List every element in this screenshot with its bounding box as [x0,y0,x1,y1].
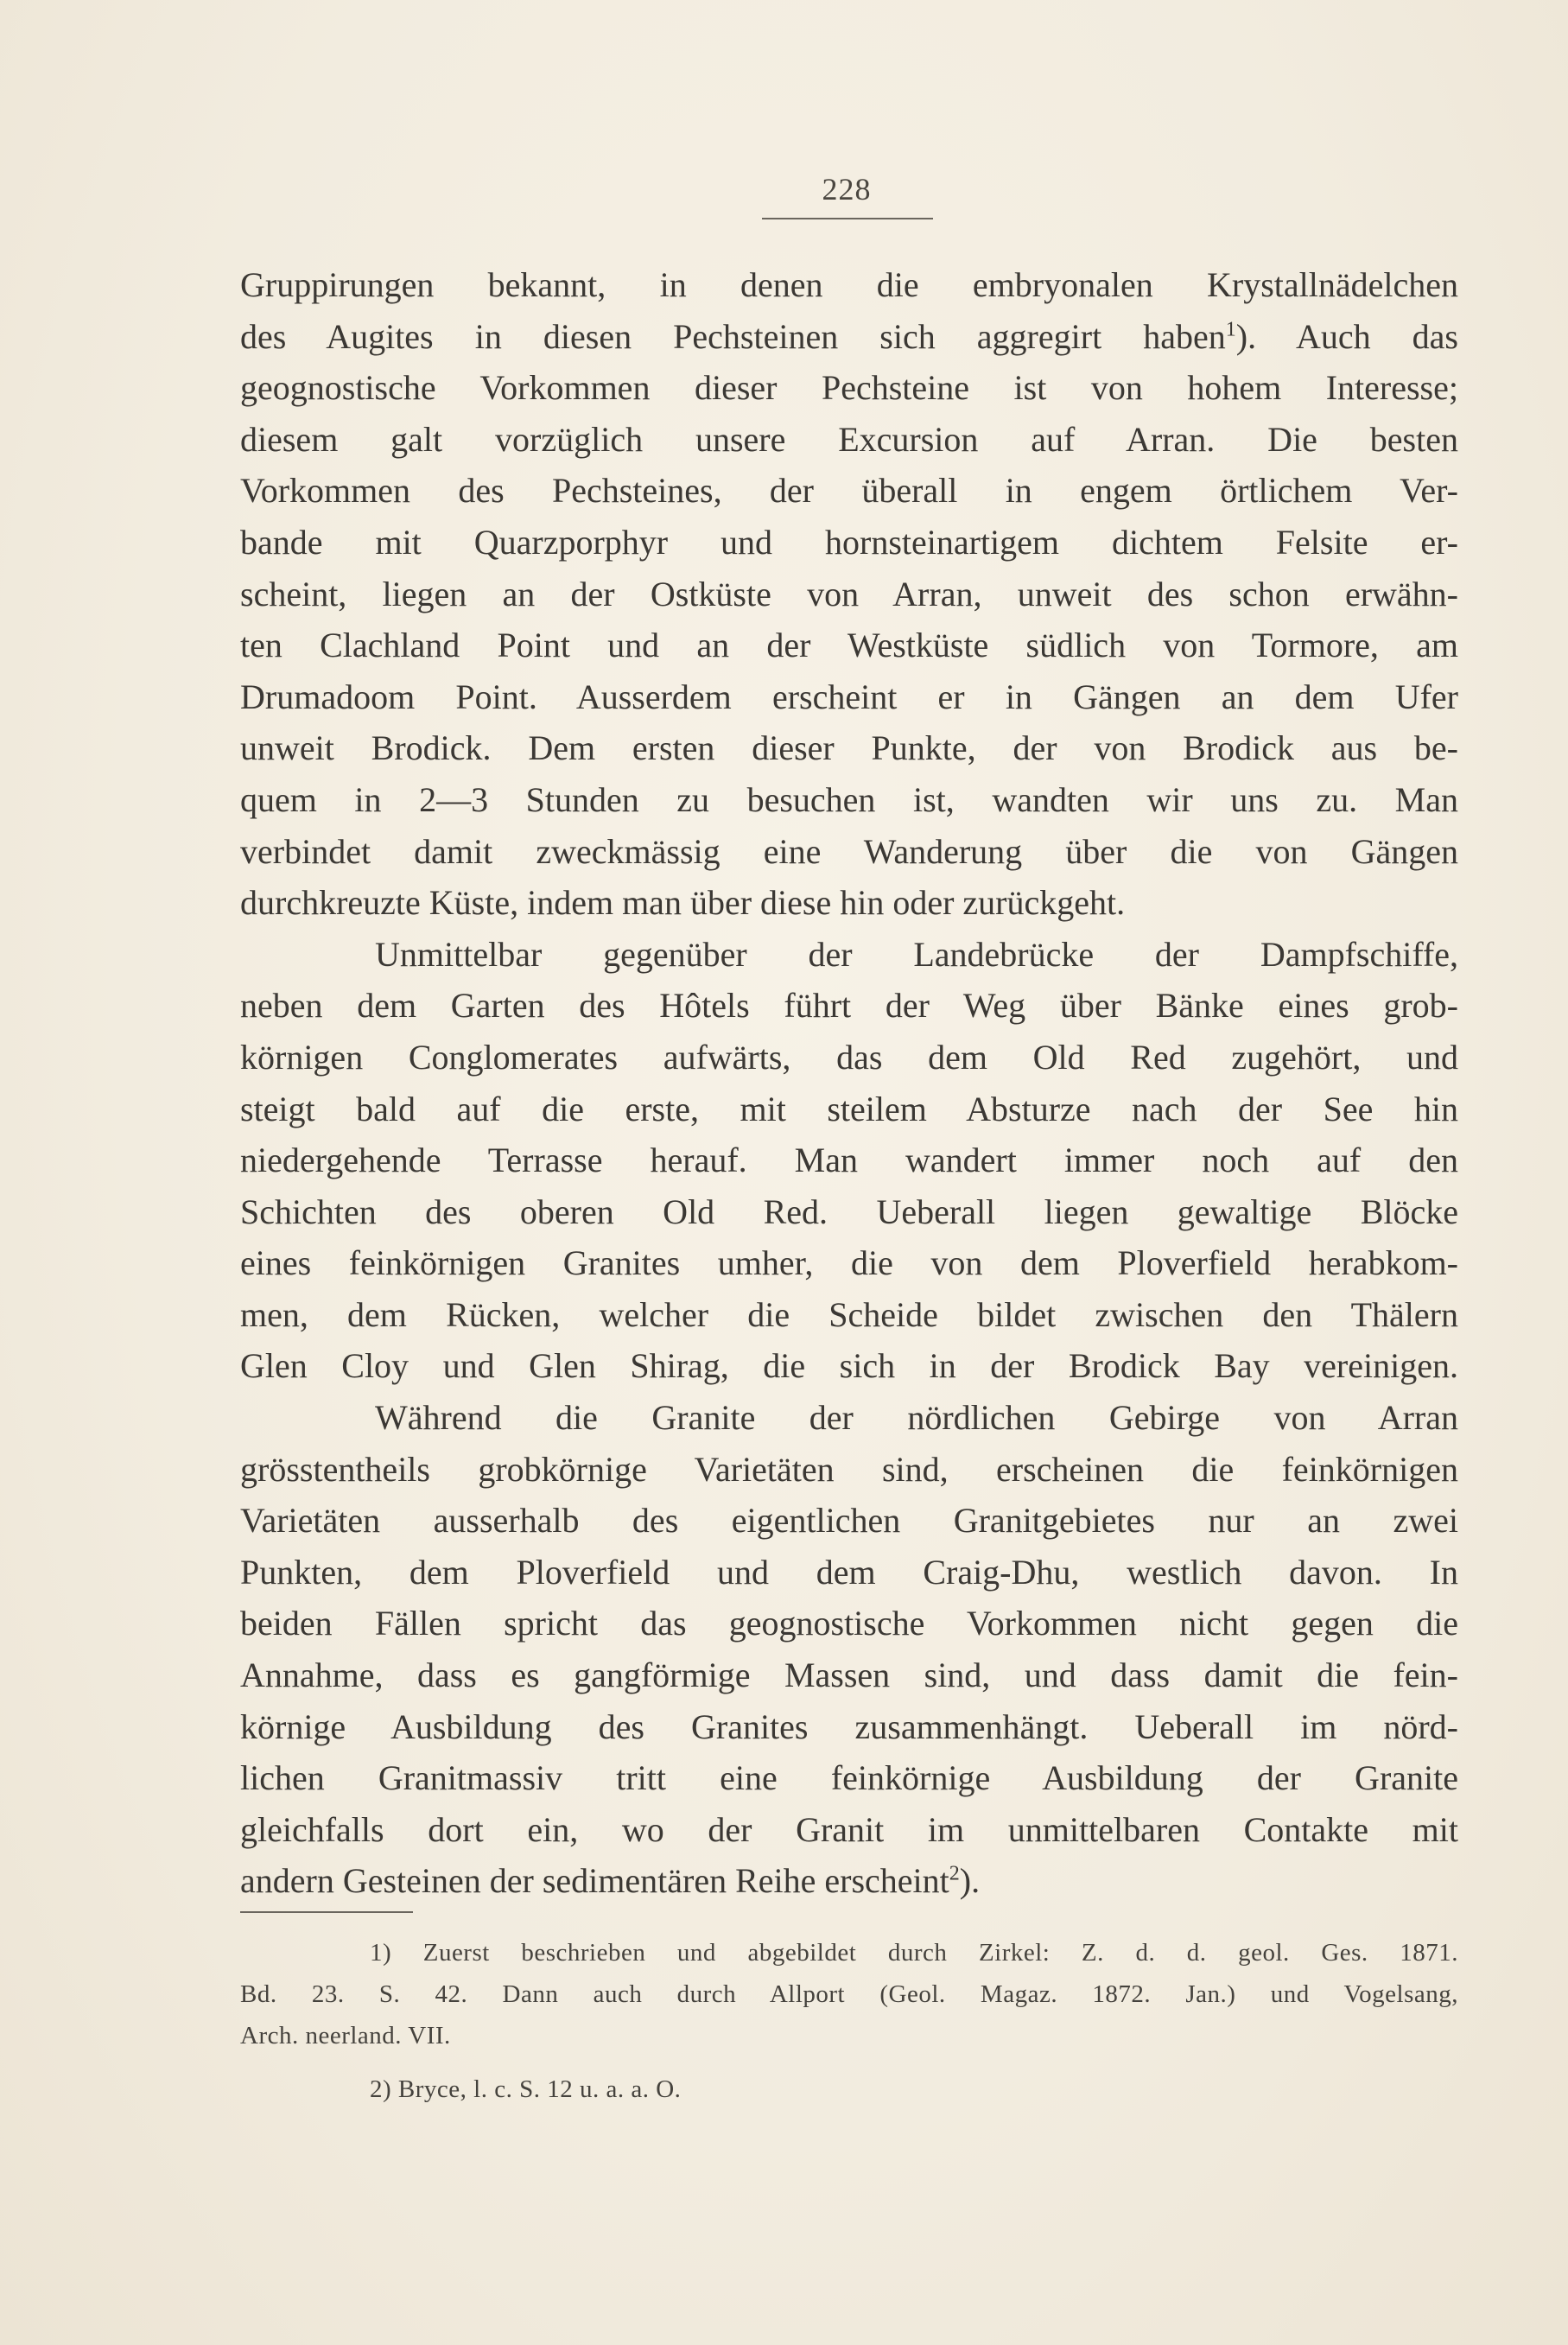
text-line: körnigen Conglomerates aufwärts, das dem Old Red zugehört, und [240,1037,1458,1077]
footnote-ref-2: 2 [949,1863,960,1886]
text-line: bande mit Quarzporphyr und hornsteinartigem dichtem Felsite er- [240,522,1458,562]
text-line: andern Gesteinen der sedimentären Reihe erscheint$^2$). [240,1861,981,1901]
page-number-rule [762,218,933,219]
main-text [240,259,1458,1907]
footnote-separator [240,1911,413,1913]
text-line: Während die Granite der nördlichen Gebirge von Arran [375,1398,1458,1438]
footnote-1-line: 1) Zuerst beschrieben und abgebildet durch Zirkel: Z. d. d. geol. Ges. 1871. [370,1939,1458,1967]
text-line: Glen Cloy und Glen Shirag, die sich in der Brodick Bay vereinigen. [240,1346,1458,1386]
text-line: niedergehende Terrasse herauf. Man wandert immer noch auf den [240,1141,1458,1180]
page-number: 228 [822,172,872,207]
footnote-gap [240,2056,1458,2069]
text-line: Punkten, dem Ploverfield und dem Craig-Dhu, westlich davon. In [240,1552,1458,1592]
text-line: körnige Ausbildung des Granites zusammenhängt. Ueberall im nörd- [240,1706,1458,1746]
footnote-ref-1: 1 [1225,318,1236,341]
text-line: diesem galt vorzüglich unsere Excursion auf Arran. Die besten [240,419,1458,459]
footnote-1-line: Bd. 23. S. 42. Dann auch durch Allport (Geol. Magaz. 1872. Jan.) und Vogelsang, [240,1980,1458,2008]
text-line: unweit Brodick. Dem ersten dieser Punkte, der von Brodick aus be- [240,728,1458,768]
text-line: geognostische Vorkommen dieser Pechsteine ist von hohem Interesse; [240,368,1458,408]
text-line: eines feinkörnigen Granites umher, die von dem Ploverfield herabkom- [240,1243,1458,1283]
text-line: Schichten des oberen Old Red. Ueberall liegen gewaltige Blöcke [240,1192,1458,1231]
text-line: neben dem Garten des Hôtels führt der Weg über Bänke eines grob- [240,986,1458,1026]
footnotes [240,1932,1458,2110]
text-line: Gruppirungen bekannt, in denen die embryonalen Krystallnädelchen [240,265,1458,304]
text-line: verbindet damit zweckmässig eine Wanderung über die von Gängen [240,831,1458,871]
text-line: grösstentheils grobkörnige Varietäten sind, erscheinen die feinkörnigen [240,1449,1458,1489]
text-line: beiden Fällen spricht das geognostische Vorkommen nicht gegen die [240,1604,1458,1643]
text-line: des Augites in diesen Pechsteinen sich aggregirt haben$^1$). Auch das [240,316,1458,356]
text-line: durchkreuzte Küste, indem man über diese hin oder zurückgeht. [240,883,1126,923]
text-line: steigt bald auf die erste, mit steilem Absturze nach der See hin [240,1089,1458,1128]
text-line: gleichfalls dort ein, wo der Granit im unmittelbaren Contakte mit [240,1809,1458,1849]
footnote-1-line: Arch. neerland. VII. [240,2022,451,2049]
text-line: men, dem Rücken, welcher die Scheide bildet zwischen den Thälern [240,1294,1458,1334]
text-line: scheint, liegen an der Ostküste von Arran, unweit des schon erwähn- [240,574,1458,613]
text-line: Varietäten ausserhalb des eigentlichen Granitgebietes nur an zwei [240,1501,1458,1541]
text-line: lichen Granitmassiv tritt eine feinkörnige Ausbildung der Granite [240,1758,1458,1798]
text-line: Vorkommen des Pechsteines, der überall in engem örtlichem Ver- [240,471,1458,511]
text-line: quem in 2—3 Stunden zu besuchen ist, wandten wir uns zu. Man [240,779,1458,819]
footnote-2: 2) Bryce, l. c. S. 12 u. a. a. O. [370,2075,682,2103]
text-line: Annahme, dass es gangförmige Massen sind, und dass damit die fein- [240,1655,1458,1695]
text-line: Drumadoom Point. Ausserdem erscheint er in Gängen an dem Ufer [240,677,1458,716]
text-line: ten Clachland Point und an der Westküste südlich von Tormore, am [240,626,1458,665]
text-line: Unmittelbar gegenüber der Landebrücke der Dampfschiffe, [375,934,1458,974]
